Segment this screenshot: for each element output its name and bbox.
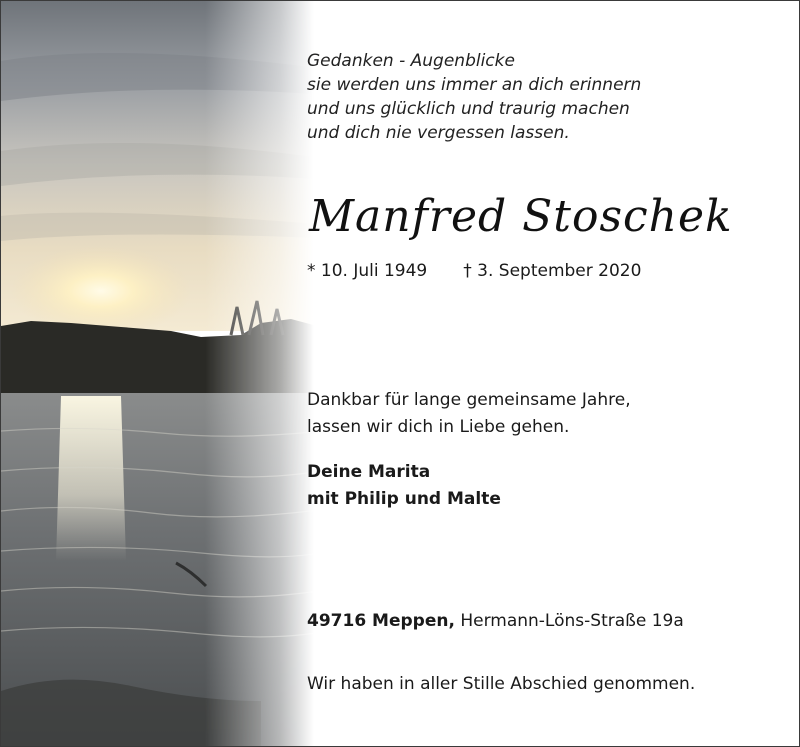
deceased-name: Manfred Stoschek — [309, 191, 733, 242]
text-column — [307, 1, 799, 746]
death-date: † 3. September 2020 — [463, 261, 642, 281]
family-signature — [307, 459, 501, 513]
birth-date: * 10. Juli 1949 — [307, 261, 428, 281]
farewell-text: Wir haben in aller Stille Abschied genommen. — [307, 674, 696, 694]
poem-line: und dich nie vergessen lassen. — [307, 123, 570, 143]
address-street: Hermann-Löns-Straße 19a — [460, 611, 684, 631]
poem-line: und uns glücklich und traurig machen — [307, 99, 630, 119]
family-line: Deine Marita — [307, 462, 431, 482]
poem-line: sie werden uns immer an dich erinnern — [307, 75, 642, 95]
sunset-lake-photo — [1, 1, 341, 746]
poem-line: Gedanken - Augenblicke — [307, 51, 515, 71]
memorial-poem — [307, 49, 641, 145]
address — [307, 608, 684, 635]
life-dates — [307, 261, 641, 281]
thanks-line: Dankbar für lange gemeinsame Jahre, — [307, 390, 631, 410]
family-line: mit Philip und Malte — [307, 489, 501, 509]
thanks-line: lassen wir dich in Liebe gehen. — [307, 417, 570, 437]
thanks-text — [307, 387, 631, 441]
address-city: 49716 Meppen, — [307, 611, 455, 631]
